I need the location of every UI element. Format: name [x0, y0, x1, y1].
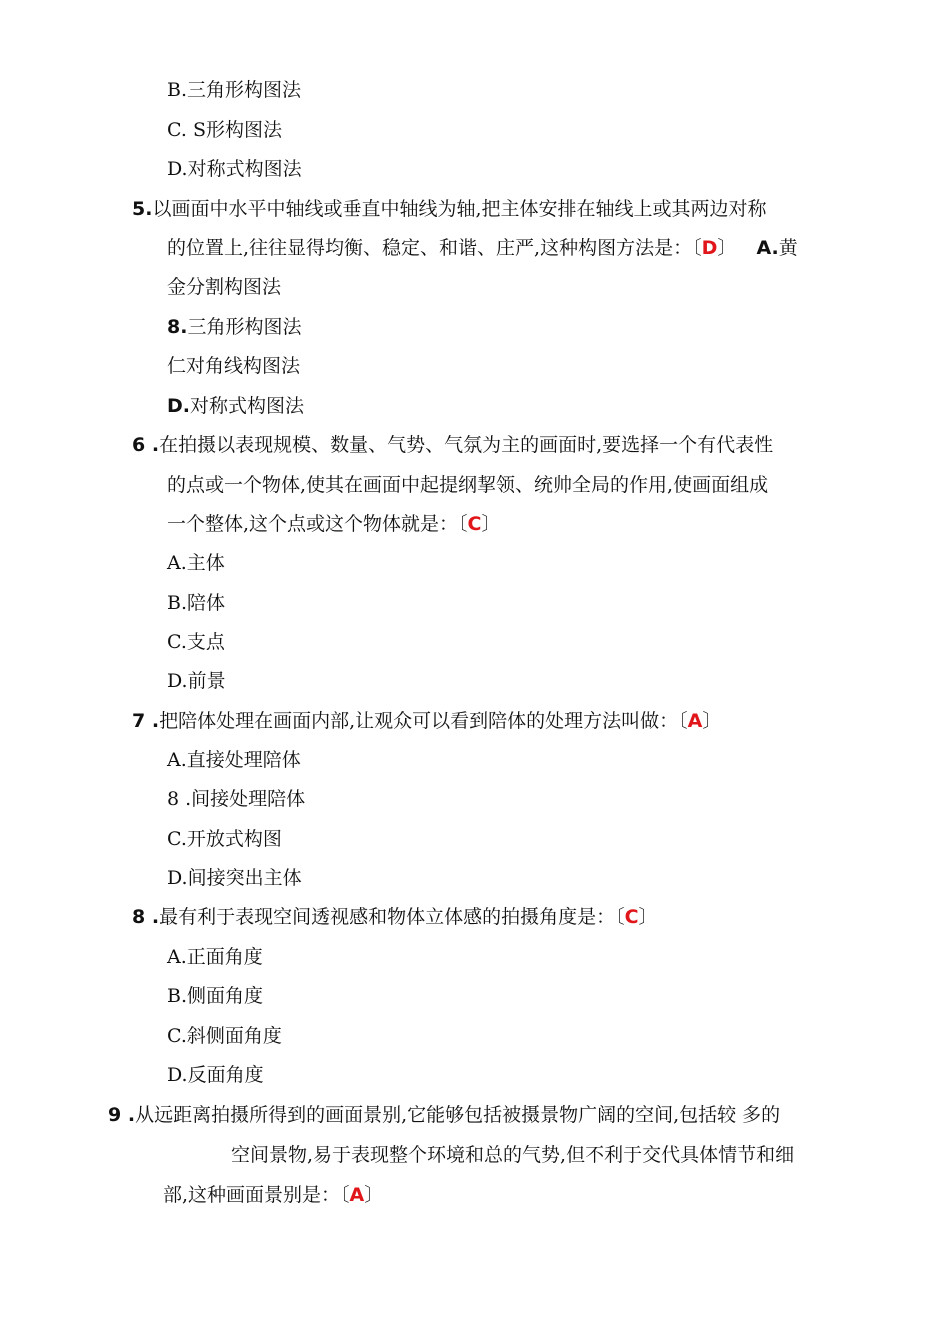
q5-option-b — [167, 314, 301, 340]
q5-option-b-text: 三角形构图法 — [187, 316, 302, 338]
q8-option-c: C.斜侧面角度 — [167, 1025, 282, 1047]
q8-number: 8 . — [132, 906, 160, 928]
q6-stem-line1 — [132, 432, 773, 458]
q8-bracket-close: 〕 — [638, 906, 658, 928]
q9-answer: A — [349, 1184, 365, 1206]
q5-stem-line3: 金分割构图法 — [167, 276, 282, 298]
q5-option-d-prefix: D. — [167, 395, 190, 417]
q7-bracket-close: 〕 — [702, 710, 722, 732]
q8-stem-text: 最有利于表现空间透视感和物体立体感的拍摄角度是：〔 — [159, 906, 625, 928]
q5-stem-line2 — [167, 235, 798, 261]
q5-option-a-text: 黄 — [778, 237, 798, 259]
q9-number: 9 . — [108, 1104, 136, 1126]
q9-stem-text3: 部,这种画面景别是：〔 — [163, 1184, 350, 1206]
q7-option-c: C.开放式构图 — [167, 828, 282, 850]
q5-stem-line1 — [132, 196, 767, 222]
q5-option-d — [167, 393, 304, 419]
q6-stem-line2: 的点或一个物体,使其在画面中起提纲挈领、统帅全局的作用,使画面组成 — [167, 474, 769, 496]
q5-option-d-text: 对称式构图法 — [190, 395, 305, 417]
q6-stem-text3: 一个整体,这个点或这个物体就是：〔 — [167, 513, 468, 535]
q6-option-c: C.支点 — [167, 631, 225, 653]
q7-stem-line1 — [132, 708, 721, 734]
q5-number: 5. — [132, 198, 153, 220]
q7-answer: A — [687, 710, 703, 732]
q5-option-b-prefix: 8. — [167, 316, 188, 338]
q9-stem-line2: 空间景物,易于表现整个环境和总的气势,但不利于交代具体情节和细 — [231, 1144, 795, 1166]
q7-stem-text: 把陪体处理在画面内部,让观众可以看到陪体的处理方法叫做：〔 — [159, 710, 688, 732]
q6-bracket-close: 〕 — [481, 513, 501, 535]
q8-stem-line1 — [132, 904, 658, 930]
q6-option-a: A.主体 — [167, 552, 225, 574]
q7-option-d: D.间接突出主体 — [167, 867, 302, 889]
q6-option-b: B.陪体 — [167, 592, 226, 614]
q9-bracket-close: 〕 — [364, 1184, 384, 1206]
q6-number: 6 . — [132, 434, 160, 456]
q5-answer: D — [701, 237, 718, 259]
q4-option-b: B.三角形构图法 — [167, 79, 302, 101]
q6-stem-line3 — [167, 511, 501, 537]
q5-option-a-prefix: A. — [756, 237, 779, 259]
q9-stem-text: 从远距离拍摄所得到的画面景别,它能够包括被摄景物广阔的空间,包括较 多的 — [135, 1104, 781, 1126]
q7-option-a: A.直接处理陪体 — [167, 749, 301, 771]
q8-option-d: D.反面角度 — [167, 1064, 264, 1086]
q6-option-d: D.前景 — [167, 670, 226, 692]
q6-stem-text: 在拍摄以表现规模、数量、气势、气氛为主的画面时,要选择一个有代表性 — [159, 434, 774, 456]
q9-stem-line1 — [108, 1102, 780, 1128]
q8-option-a: A.正面角度 — [167, 946, 263, 968]
q5-stem-text2: 的位置上,往往显得均衡、稳定、和谐、庄严,这种构图方法是：〔 — [167, 237, 702, 259]
q6-answer: C — [467, 513, 482, 535]
q4-option-c: C. S形构图法 — [167, 119, 282, 141]
q5-option-c: 仁对角线构图法 — [167, 355, 301, 377]
q5-stem-text: 以画面中水平中轴线或垂直中轴线为轴,把主体安排在轴线上或其两边对称 — [152, 198, 767, 220]
q5-bracket-close: 〕 — [717, 237, 737, 259]
q4-option-d: D.对称式构图法 — [167, 158, 302, 180]
q9-stem-line3 — [163, 1182, 383, 1208]
q7-option-b: 8 .间接处理陪体 — [167, 788, 306, 810]
q8-option-b: B.侧面角度 — [167, 985, 264, 1007]
q7-number: 7 . — [132, 710, 160, 732]
q8-answer: C — [624, 906, 639, 928]
